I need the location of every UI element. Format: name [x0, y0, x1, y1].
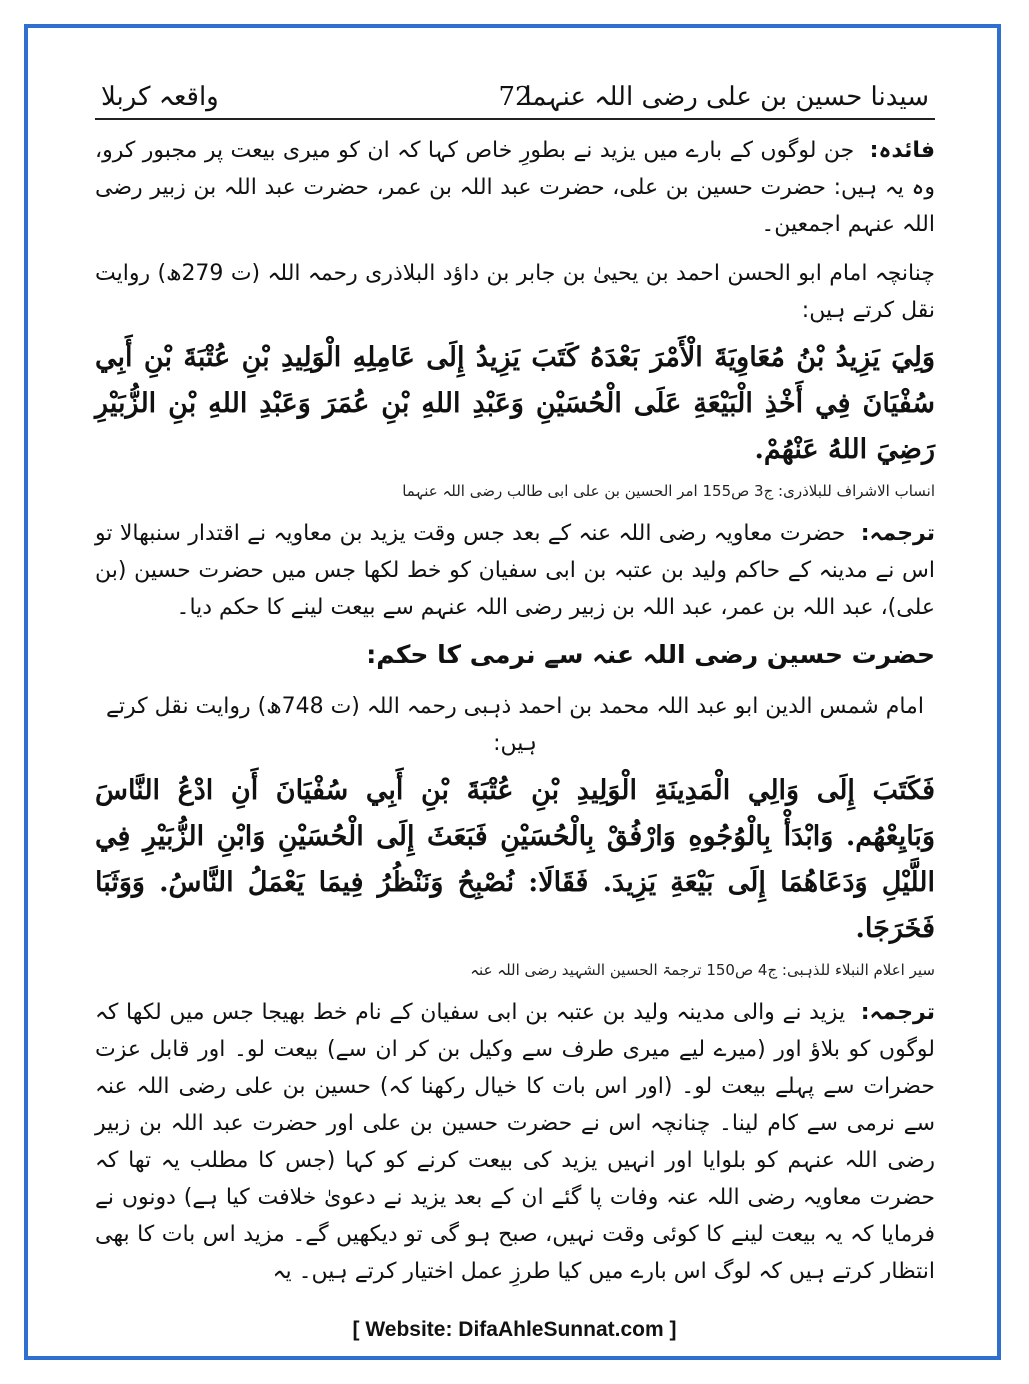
fayda-label: فائدہ: [869, 138, 935, 163]
reference-1: انساب الاشراف للبلاذری: ج3 ص155 امر الحسین بن علی ابی طالب رضی اللہ عنہما [402, 482, 935, 500]
translation-2-label: ترجمہ: [860, 1000, 935, 1025]
page-number: 72 [498, 82, 532, 112]
chapter-title: واقعہ کربلا [101, 82, 219, 112]
book-title: سیدنا حسین بن علی رضی اللہ عنہما [524, 82, 929, 112]
arabic-quote-2: فَكَتَبَ إِلَى وَالِي الْمَدِينَةِ الْوَلِيدِ بْنِ عُتْبَةَ بْنِ أَبِي سُفْيَانَ أَنِ ادْعُ النَّاسَ وَبَايِعْهُم. وَابْدَأْ بِالْوُجُوهِ وَارْفُقْ بِالْحُسَيْنِ فَبَعَثَ إِلَى الْحُسَيْنِ وَابْنِ الزُّبَيْرِ فِي اللَّيْلِ وَدَعَاهُمَا إِلَى بَيْعَةِ يَزِيدَ. فَقَالَا: نُصْبِحُ وَنَنْظُرُ فِيمَا يَعْمَلُ النَّاسُ. وَوَثَبَا فَخَرَجَا. [95, 775, 935, 944]
fayda-text: جن لوگوں کے بارے میں یزید نے بطورِ خاص کہا کہ ان کو میری بیعت پر مجبور کرو، وہ یہ ہیں: حضرت حسین بن علی، حضرت عبد اللہ بن عمر، حضرت عبد اللہ بن زبیر رضی اللہ عنہم اجمعین۔ [95, 138, 935, 237]
fayda-paragraph [95, 132, 935, 243]
website-footer: [ Website: DifaAhleSunnat.com ] [352, 1318, 677, 1341]
intro-1: چنانچہ امام ابو الحسن احمد بن یحییٰ بن جابر بن داؤد البلاذری رحمہ اللہ (ت 279ھ) روایت نقل کرتے ہیں: [95, 261, 935, 323]
page-content [95, 78, 935, 1290]
translation-2 [95, 994, 935, 1290]
translation-2-text: یزید نے والی مدینہ ولید بن عتبہ بن ابی سفیان کے نام خط بھیجا جس میں لکھا کہ لوگوں کو بلاؤ اور (میرے لیے میری طرف سے وکیل بن کر ان سے) بیعت لو۔ اور قابل عزت حضرات سے پہلے بیعت لو۔ (اور اس بات کا خیال رکھنا کہ) حسین بن علی رضی اللہ عنہ سے نرمی سے کام لینا۔ چنانچہ اس نے حضرت حسین بن علی اور حضرت عبد اللہ بن زبیر رضی اللہ عنہم کو بلوایا اور انہیں یزید کی بیعت کرنے کو کہا (جس کا مطلب یہ تھا کہ حضرت معاویہ رضی اللہ عنہ وفات پا گئے ان کے بعد یزید نے دعویٰ خلافت کیا ہے) دونوں نے فرمایا کہ یہ بیعت لینے کا کوئی وقت نہیں، صبح ہو گی تو دیکھیں گے۔ مزید اس بات کا بھی انتظار کرتے ہیں کہ لوگ اس بارے میں کیا طرزِ عمل اختیار کرتے ہیں۔ یہ [95, 1000, 935, 1284]
section-heading: حضرت حسین رضی اللہ عنہ سے نرمی کا حکم: [366, 640, 935, 669]
page-header [95, 78, 935, 120]
arabic-quote-1: وَلِيَ يَزِيدُ بْنُ مُعَاوِيَةَ الْأَمْرَ بَعْدَهُ كَتَبَ يَزِيدُ إِلَى عَامِلِهِ الْوَلِيدِ بْنِ عُتْبَةَ بْنِ أَبِي سُفْيَانَ فِي أَخْذِ الْبَيْعَةِ عَلَى الْحُسَيْنِ وَعَبْدِ اللهِ بْنِ عُمَرَ وَعَبْدِ اللهِ بْنِ الزُّبَيْرِ رَضِيَ اللهُ عَنْهُمْ. [95, 342, 935, 465]
translation-1-text: حضرت معاویہ رضی اللہ عنہ کے بعد جس وقت یزید بن معاویہ نے اقتدار سنبھالا تو اس نے مدینہ کے حاکم ولید بن عتبہ بن ابی سفیان کو خط لکھا جس میں حضرت حسین (بن علی)، عبد اللہ بن عمر، عبد اللہ بن زبیر رضی اللہ عنہم سے بیعت لینے کا حکم دیا۔ [95, 521, 935, 620]
reference-2: سیر اعلام النبلاء للذہبی: ج4 ص150 ترجمۃ الحسین الشہید رضی اللہ عنہ [470, 961, 935, 979]
translation-1-label: ترجمہ: [860, 521, 935, 546]
translation-1 [95, 515, 935, 626]
intro-2: امام شمس الدین ابو عبد اللہ محمد بن احمد ذہبی رحمہ اللہ (ت 748ھ) روایت نقل کرتے ہیں: [106, 694, 924, 756]
